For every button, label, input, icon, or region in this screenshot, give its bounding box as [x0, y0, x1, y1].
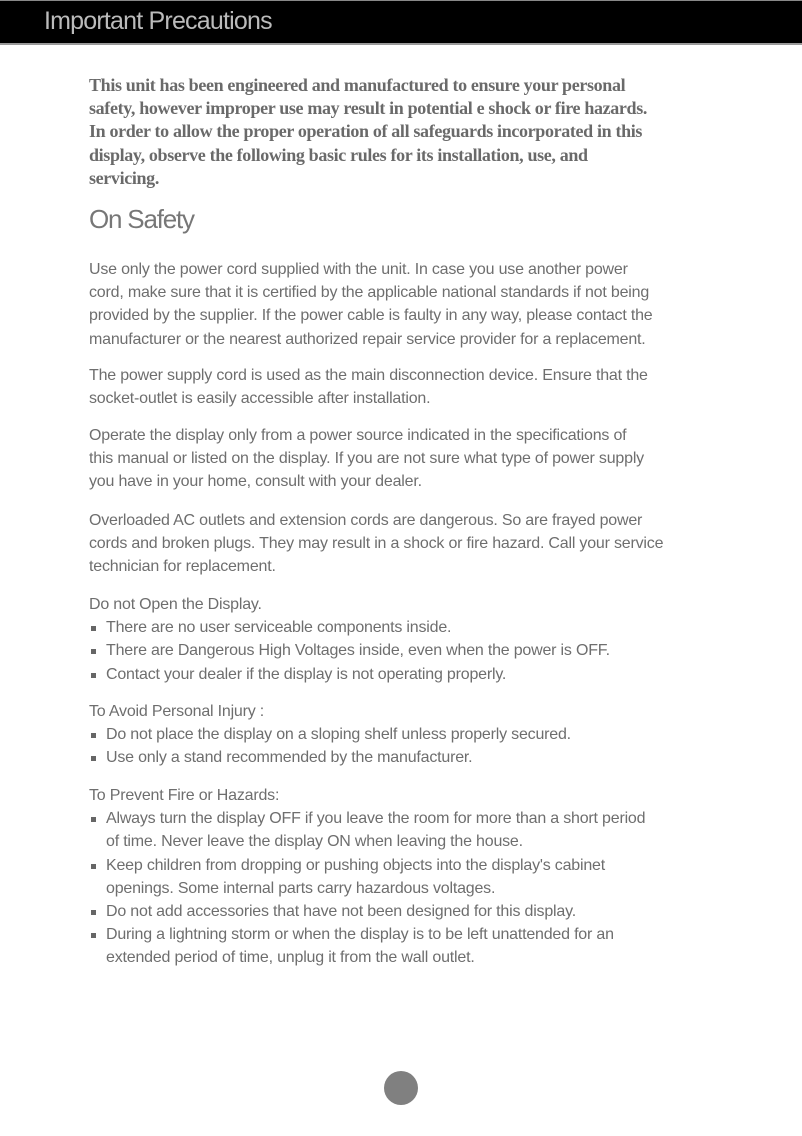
page-number-marker [384, 1071, 418, 1105]
paragraph-line: The power supply cord is used as the main disconnection device. Ensure that the [89, 367, 648, 384]
bullet-square-icon [91, 910, 96, 915]
paragraph-line: socket-outlet is easily accessible after installation. [89, 390, 431, 408]
paragraph-line: Overloaded AC outlets and extension cords are dangerous. So are frayed power [89, 512, 643, 529]
paragraph-line: technician for replacement. [89, 558, 276, 576]
page-title: Important Precautions [44, 7, 272, 35]
bullet-square-icon [91, 626, 96, 631]
list-item [89, 900, 645, 923]
bullet-square-icon [91, 864, 96, 869]
list-item-text: Do not place the display on a sloping shelf unless properly secured. [106, 726, 571, 744]
list-item [89, 830, 645, 853]
bullet-square-icon [91, 673, 96, 678]
list-item [89, 639, 610, 662]
list-heading: To Avoid Personal Injury : [89, 703, 265, 720]
paragraph-line: this manual or listed on the display. If you are not sure what type of power supply [89, 450, 644, 468]
paragraph-line: Operate the display only from a power source indicated in the specifications of [89, 427, 627, 444]
intro-paragraph [89, 74, 647, 190]
list-item-text: Use only a stand recommended by the manufacturer. [106, 749, 473, 767]
safety-paragraph [89, 258, 653, 351]
list-item-text: Keep children from dropping or pushing objects into the display's cabinet [106, 856, 605, 874]
list-item [89, 946, 645, 969]
safety-paragraph [89, 784, 645, 970]
bullet-square-icon [91, 649, 96, 654]
list-item-text: Do not add accessories that have not been designed for this display. [106, 903, 576, 921]
safety-paragraph [89, 424, 644, 494]
bullet-square-icon [91, 756, 96, 761]
bullet-square-icon [91, 933, 96, 938]
intro-line: In order to allow the proper operation of all safeguards incorporated in this [89, 121, 643, 142]
list-item [89, 616, 610, 639]
safety-paragraph [89, 509, 663, 579]
list-item-text: There are no user serviceable components inside. [106, 619, 452, 637]
intro-line: servicing. [89, 167, 159, 188]
section-title: On Safety [89, 204, 194, 234]
bullet-square-icon [91, 817, 96, 822]
intro-line: safety, however improper use may result in potential e shock or fire hazards. [89, 98, 648, 119]
paragraph-line: you have in your home, consult with your dealer. [89, 473, 422, 491]
paragraph-line: provided by the supplier. If the power cable is faulty in any way, please contact the [89, 307, 653, 325]
list-heading: Do not Open the Display. [89, 596, 262, 613]
intro-line: display, observe the following basic rules for its installation, use, and [89, 144, 588, 165]
paragraph-line: manufacturer or the nearest authorized repair service provider for a replacement. [89, 330, 646, 348]
list-item [89, 746, 571, 769]
list-item [89, 877, 645, 900]
bullet-square-icon [91, 733, 96, 738]
list-item [89, 923, 645, 946]
list-item [89, 663, 610, 686]
list-item [89, 723, 571, 746]
safety-paragraph [89, 364, 648, 410]
list-item [89, 854, 645, 877]
list-heading: To Prevent Fire or Hazards: [89, 787, 280, 804]
list-item-text: Always turn the display OFF if you leave the room for more than a short period [106, 810, 646, 828]
list-item-text: openings. Some internal parts carry hazardous voltages. [106, 879, 496, 897]
safety-paragraph [89, 700, 571, 770]
intro-line: This unit has been engineered and manufactured to ensure your personal [89, 75, 626, 95]
list-item-text: During a lightning storm or when the display is to be left unattended for an [106, 926, 614, 944]
paragraph-line: cord, make sure that it is certified by the applicable national standards if not being [89, 284, 650, 302]
list-item-text: extended period of time, unplug it from the wall outlet. [106, 949, 475, 967]
list-item-text: of time. Never leave the display ON when leaving the house. [106, 833, 523, 851]
paragraph-line: cords and broken plugs. They may result in a shock or fire hazard. Call your service [89, 535, 664, 553]
list-item [89, 807, 645, 830]
list-item-text: Contact your dealer if the display is not operating properly. [106, 665, 507, 683]
page-header [0, 0, 802, 45]
list-item-text: There are Dangerous High Voltages inside, even when the power is OFF. [106, 642, 610, 660]
safety-paragraph [89, 593, 610, 686]
paragraph-line: Use only the power cord supplied with the unit. In case you use another power [89, 261, 628, 278]
